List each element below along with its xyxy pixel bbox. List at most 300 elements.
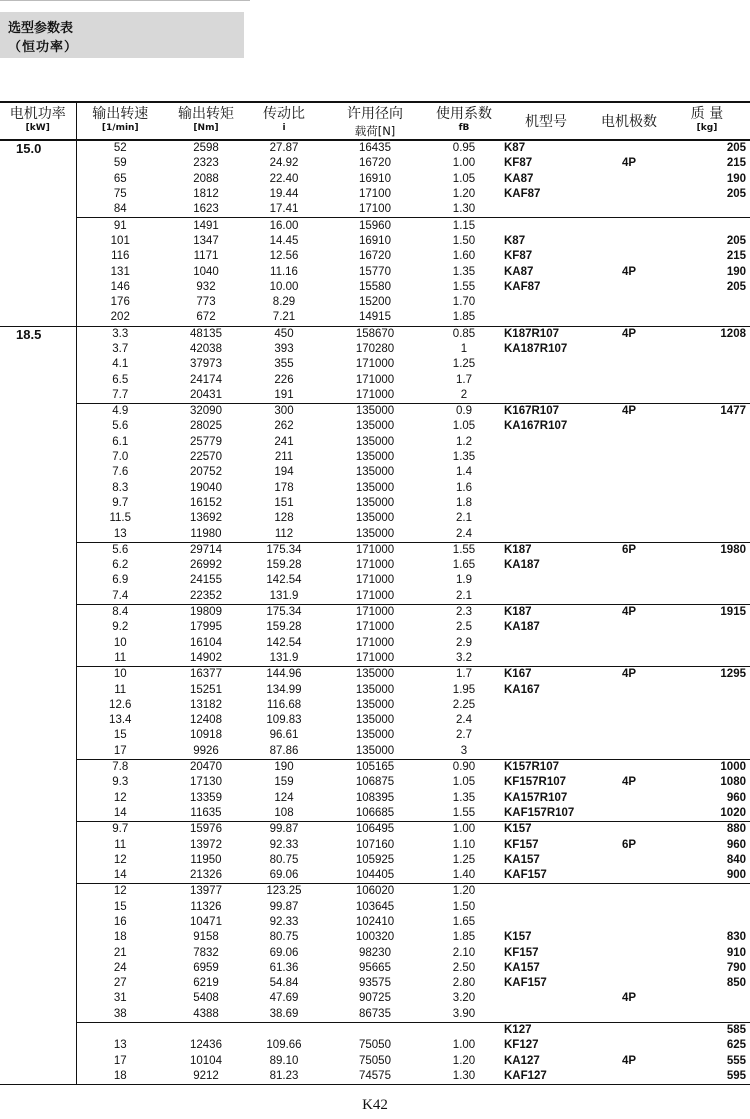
motor-poles-cell: 4P (594, 604, 664, 620)
output-speed-cell: 7.0 (112, 451, 129, 464)
output-speed-cell: 15 (113, 729, 127, 742)
output-speed-cell: 84 (113, 203, 127, 216)
model-cell (498, 713, 594, 728)
mass-cell (664, 342, 750, 357)
motor-poles-cell (594, 558, 664, 573)
service-factor-cell: 0.85 (430, 326, 498, 342)
ratio-cell: 14.45 (269, 234, 299, 247)
model-cell: KAF87 (504, 188, 541, 201)
output-speed-cell: 14 (113, 806, 127, 819)
mass-cell (664, 357, 750, 372)
ratio-cell: 22.40 (269, 172, 299, 185)
ratio-cell: 194 (274, 466, 294, 479)
col-unit-ratio: i (248, 123, 320, 140)
service-factor-cell: 1.05 (452, 776, 476, 789)
radial-load-cell: 171000 (355, 636, 395, 649)
table-row (0, 140, 750, 156)
radial-load-cell: 15580 (359, 280, 391, 293)
output-speed-cell: 6.2 (112, 559, 129, 572)
output-torque-cell: 773 (196, 296, 216, 309)
motor-poles-cell: 4P (621, 157, 637, 170)
output-speed-cell: 3.7 (112, 343, 129, 355)
radial-load-cell: 17100 (359, 203, 391, 216)
motor-poles-cell: 6P (594, 542, 664, 558)
radial-load-cell: 135000 (320, 404, 430, 420)
mass-cell (664, 295, 750, 310)
output-speed-cell: 31 (113, 992, 127, 1005)
page-title: 选型参数表 (8, 21, 74, 36)
model-cell: KF87 (504, 250, 533, 263)
table-row (0, 915, 750, 930)
output-torque-cell: 13977 (164, 884, 248, 900)
mass-cell (664, 682, 750, 697)
output-speed-cell: 10 (76, 667, 164, 683)
radial-load-cell: 135000 (320, 667, 430, 683)
ratio-cell: 96.61 (269, 729, 299, 742)
header-rule (0, 0, 250, 1)
motor-poles-cell (594, 140, 664, 156)
service-factor-cell: 1.15 (430, 218, 498, 234)
model-cell (498, 450, 594, 465)
col-header-model: 机型号 (498, 102, 594, 140)
output-speed-cell: 59 (113, 157, 127, 170)
model-cell (498, 295, 594, 310)
table-row (0, 264, 750, 279)
ratio-cell: 226 (274, 373, 294, 386)
service-factor-cell: 1.7 (456, 373, 472, 386)
output-speed-cell: 6.1 (112, 435, 129, 448)
table-row (0, 280, 750, 295)
radial-load-cell: 15770 (359, 265, 391, 278)
ratio-cell: 89.10 (269, 1054, 299, 1067)
radial-load-cell: 75050 (359, 1054, 391, 1067)
motor-poles-cell (594, 450, 664, 465)
radial-load-cell: 14915 (359, 311, 391, 324)
motor-poles-cell (594, 187, 664, 202)
table-row (0, 790, 750, 805)
mass-cell: 960 (726, 838, 746, 851)
mass-cell: 190 (726, 265, 746, 278)
table-row (0, 172, 750, 187)
model-cell: KA167R107 (504, 420, 568, 433)
mass-cell: 910 (726, 946, 746, 959)
motor-poles-cell (594, 172, 664, 187)
output-speed-cell: 18 (113, 1069, 127, 1082)
ratio-cell: 159.28 (266, 621, 302, 634)
mass-cell (664, 900, 750, 915)
radial-load-cell (320, 1022, 430, 1038)
service-factor-cell: 3.20 (452, 992, 476, 1005)
ratio-cell: 116.68 (266, 698, 302, 711)
service-factor-cell: 1.30 (452, 203, 476, 216)
mass-cell (664, 884, 750, 900)
radial-load-cell: 106875 (355, 776, 395, 789)
radial-load-cell: 106495 (320, 822, 430, 838)
mass-cell: 625 (726, 1039, 746, 1052)
table-row (0, 526, 750, 542)
output-speed-cell: 11 (114, 683, 127, 696)
model-cell: KAF157 (504, 869, 547, 882)
output-speed-cell: 12 (76, 884, 164, 900)
table-row (0, 187, 750, 202)
service-factor-cell: 1.05 (452, 172, 476, 185)
table-row (0, 496, 750, 511)
col-header-radial-load: 许用径向 (347, 106, 403, 122)
mass-cell: 1020 (720, 806, 746, 819)
mass-cell: 830 (726, 931, 746, 944)
radial-load-cell: 135000 (355, 512, 395, 525)
mass-cell: 1915 (664, 604, 750, 620)
col-unit-service-factor: fB (430, 123, 498, 140)
table-row (0, 511, 750, 526)
model-cell: KA157 (504, 961, 540, 974)
radial-load-cell: 16435 (320, 140, 430, 156)
radial-load-cell: 16720 (359, 157, 391, 170)
ratio-cell: 159.28 (266, 559, 302, 572)
output-torque-cell: 4388 (193, 1007, 219, 1020)
motor-poles-cell (594, 419, 664, 434)
radial-load-cell: 17100 (359, 188, 391, 201)
table-row (0, 465, 750, 480)
model-cell (498, 884, 594, 900)
output-speed-cell: 8.4 (76, 604, 164, 620)
ratio-cell: 134.99 (266, 683, 302, 696)
mass-cell (664, 372, 750, 387)
radial-load-cell: 135000 (355, 420, 395, 433)
ratio-cell: 142.54 (266, 574, 302, 587)
model-cell: KF157R107 (504, 776, 567, 789)
motor-poles-cell (594, 342, 664, 357)
radial-load-cell: 135000 (355, 451, 395, 464)
ratio-cell: 175.34 (248, 542, 320, 558)
radial-load-cell: 135000 (355, 744, 395, 757)
motor-poles-cell (594, 682, 664, 697)
output-speed-cell: 9.2 (112, 621, 129, 634)
radial-load-cell: 171000 (355, 621, 395, 634)
service-factor-cell: 2 (460, 388, 468, 401)
output-speed-cell: 9.7 (76, 822, 164, 838)
service-factor-cell: 1.35 (452, 265, 476, 278)
output-speed-cell: 12 (113, 791, 127, 804)
radial-load-cell: 171000 (355, 388, 395, 401)
model-cell (498, 651, 594, 667)
mass-cell (664, 589, 750, 605)
ratio-cell: 8.29 (272, 296, 296, 309)
table-row (0, 945, 750, 960)
ratio-cell: 178 (274, 481, 294, 494)
col-unit-speed: [1/min] (76, 123, 164, 140)
output-speed-cell: 10 (113, 636, 127, 649)
motor-poles-cell (594, 930, 664, 945)
radial-load-cell: 95665 (359, 961, 391, 974)
col-unit-torque: [Nm] (164, 123, 248, 140)
ratio-cell: 87.86 (269, 744, 299, 757)
service-factor-cell: 1.95 (452, 683, 476, 696)
ratio-cell: 24.92 (269, 157, 299, 170)
service-factor-cell: 2.1 (456, 589, 472, 602)
table-row (0, 961, 750, 976)
radial-load-cell: 102410 (355, 915, 395, 928)
radial-load-cell: 105165 (320, 759, 430, 775)
table-row (0, 573, 750, 588)
ratio-cell: 12.56 (269, 250, 299, 263)
ratio-cell: 54.84 (269, 977, 299, 990)
mass-cell (664, 558, 750, 573)
ratio-cell: 80.75 (269, 853, 299, 866)
output-speed-cell: 6.9 (112, 574, 129, 587)
service-factor-cell: 1.55 (452, 806, 476, 819)
table-row (0, 1007, 750, 1023)
motor-poles-cell (594, 744, 664, 760)
service-factor-cell: 1.85 (452, 931, 476, 944)
motor-poles-cell: 4P (594, 667, 664, 683)
table-row (0, 450, 750, 465)
model-cell: K87 (498, 140, 594, 156)
radial-load-cell: 15200 (359, 296, 391, 309)
radial-load-cell: 15960 (320, 218, 430, 234)
ratio-cell: 16.00 (248, 218, 320, 234)
motor-poles-cell (594, 465, 664, 480)
output-speed-cell: 9.7 (112, 496, 129, 509)
output-speed-cell: 38 (113, 1007, 127, 1020)
motor-poles-cell (594, 573, 664, 588)
mass-cell (664, 218, 750, 234)
model-cell: KAF157 (504, 977, 547, 990)
mass-cell: 1980 (664, 542, 750, 558)
output-torque-cell: 22570 (190, 451, 222, 464)
ratio-cell: 108 (274, 806, 294, 819)
service-factor-cell: 2.5 (456, 621, 472, 634)
motor-poles-cell (594, 310, 664, 326)
output-speed-cell: 8.3 (112, 481, 129, 494)
ratio-cell: 17.41 (269, 203, 299, 216)
mass-cell: 205 (726, 280, 746, 293)
ratio-cell: 123.25 (248, 884, 320, 900)
motor-poles-cell (594, 853, 664, 868)
output-torque-cell: 1347 (193, 234, 219, 247)
output-torque-cell: 14902 (190, 651, 222, 664)
radial-load-cell: 90725 (359, 992, 391, 1005)
radial-load-cell: 135000 (355, 481, 395, 494)
table-row (0, 202, 750, 218)
table-row (0, 728, 750, 743)
model-cell: K157 (504, 931, 532, 944)
model-cell: K157 (498, 822, 594, 838)
output-torque-cell: 11950 (190, 853, 222, 866)
selection-table-wrapper (0, 101, 750, 1082)
model-cell (498, 388, 594, 404)
mass-cell (664, 435, 750, 450)
motor-poles-cell: 4P (621, 265, 637, 278)
radial-load-cell: 170280 (355, 343, 395, 355)
mass-cell: 1477 (664, 404, 750, 420)
radial-load-cell: 105925 (355, 853, 395, 866)
table-row (0, 868, 750, 884)
model-cell: KA187 (504, 559, 540, 572)
output-torque-cell: 9158 (193, 931, 219, 944)
ratio-cell: 69.06 (269, 946, 299, 959)
col-header-mass: 质 量 (690, 106, 724, 122)
output-torque-cell: 16104 (190, 636, 222, 649)
output-speed-cell: 3.3 (76, 326, 164, 342)
table-row (0, 884, 750, 900)
output-torque-cell: 32090 (164, 404, 248, 420)
mass-cell: 880 (664, 822, 750, 838)
service-factor-cell: 2.10 (452, 946, 476, 959)
motor-poles-cell (594, 636, 664, 651)
radial-load-cell: 171000 (355, 373, 395, 386)
motor-poles-cell (594, 357, 664, 372)
service-factor-cell: 2.9 (456, 636, 472, 649)
model-cell (498, 744, 594, 760)
model-cell: KA87 (504, 265, 534, 278)
output-speed-cell: 15 (113, 900, 127, 913)
ratio-cell: 142.54 (266, 636, 302, 649)
output-speed-cell: 11.5 (109, 512, 132, 525)
ratio-cell: 38.69 (269, 1007, 299, 1020)
ratio-cell: 47.69 (269, 992, 299, 1005)
output-speed-cell: 131 (110, 265, 130, 278)
output-torque-cell: 16377 (164, 667, 248, 683)
radial-load-cell: 135000 (355, 527, 395, 540)
motor-poles-cell: 4P (621, 992, 637, 1005)
output-torque-cell: 1171 (193, 250, 219, 263)
table-row (0, 651, 750, 667)
motor-poles-cell (594, 759, 664, 775)
service-factor-cell: 3 (460, 744, 468, 757)
ratio-cell: 450 (248, 326, 320, 342)
service-factor-cell: 1.4 (456, 466, 472, 479)
model-cell: KA187R107 (504, 343, 568, 355)
radial-load-cell: 171000 (355, 358, 395, 371)
motor-poles-cell (594, 234, 664, 249)
ratio-cell: 99.87 (248, 822, 320, 838)
service-factor-cell: 1.9 (456, 574, 472, 587)
service-factor-cell: 1.6 (456, 481, 472, 494)
table-row (0, 1022, 750, 1038)
motor-poles-cell (594, 589, 664, 605)
table-row (0, 636, 750, 651)
model-cell (498, 435, 594, 450)
ratio-cell: 7.21 (272, 311, 296, 324)
motor-poles-cell (594, 526, 664, 542)
ratio-cell: 109.83 (266, 714, 302, 727)
table-row (0, 372, 750, 387)
output-torque-cell: 1491 (164, 218, 248, 234)
mass-cell (664, 511, 750, 526)
model-cell (498, 526, 594, 542)
motor-poles-cell (594, 728, 664, 743)
motor-poles-cell (594, 976, 664, 991)
radial-load-cell: 135000 (355, 698, 395, 711)
ratio-cell: 131.9 (269, 589, 299, 602)
output-speed-cell: 12 (113, 853, 127, 866)
output-torque-cell: 6219 (193, 977, 219, 990)
ratio-cell: 99.87 (269, 900, 299, 913)
radial-load-cell: 158670 (320, 326, 430, 342)
ratio-cell: 131.9 (269, 651, 299, 664)
output-speed-cell: 202 (110, 311, 130, 324)
model-cell (498, 900, 594, 915)
table-row (0, 589, 750, 605)
output-speed-cell: 17 (113, 1054, 127, 1067)
radial-load-cell: 93575 (359, 977, 391, 990)
table-row (0, 326, 750, 342)
service-factor-cell: 0.95 (430, 140, 498, 156)
output-speed-cell: 27 (113, 977, 127, 990)
model-cell: KA157R107 (504, 791, 568, 804)
radial-load-cell: 135000 (355, 466, 395, 479)
model-cell: KA167 (504, 683, 540, 696)
model-cell: KA87 (504, 172, 534, 185)
radial-load-cell: 135000 (355, 496, 395, 509)
output-torque-cell: 11980 (190, 527, 222, 540)
mass-cell (664, 496, 750, 511)
radial-load-cell: 108395 (355, 791, 395, 804)
motor-poles-cell (594, 202, 664, 218)
table-row (0, 759, 750, 775)
service-factor-cell: 1.60 (452, 250, 476, 263)
motor-poles-cell (594, 651, 664, 667)
ratio-cell: 81.23 (269, 1069, 299, 1082)
table-row (0, 744, 750, 760)
service-factor-cell: 2.3 (430, 604, 498, 620)
motor-poles-cell (594, 961, 664, 976)
model-cell (498, 511, 594, 526)
mass-cell: 1295 (664, 667, 750, 683)
ratio-cell: 61.36 (269, 961, 299, 974)
output-torque-cell: 10918 (190, 729, 222, 742)
table-row (0, 342, 750, 357)
model-cell (498, 218, 594, 234)
output-torque-cell: 9212 (193, 1069, 219, 1082)
motor-poles-cell (594, 806, 664, 822)
motor-poles-cell (594, 481, 664, 496)
table-row (0, 435, 750, 450)
mass-cell: 790 (726, 961, 746, 974)
output-speed-cell: 146 (110, 280, 130, 293)
output-speed-cell: 16 (113, 915, 127, 928)
motor-poles-cell (594, 790, 664, 805)
motor-poles-cell (594, 868, 664, 884)
output-speed-cell: 5.6 (112, 420, 129, 433)
service-factor-cell: 2.4 (456, 527, 472, 540)
output-torque-cell: 19040 (190, 481, 222, 494)
model-cell: K167R107 (498, 404, 594, 420)
table-row (0, 976, 750, 991)
output-torque-cell: 48135 (164, 326, 248, 342)
model-cell (498, 1007, 594, 1023)
table-body (0, 140, 750, 1085)
output-torque-cell: 10104 (190, 1054, 222, 1067)
table-row (0, 357, 750, 372)
model-cell (498, 202, 594, 218)
motor-power-cell: 18.5 (0, 326, 76, 1085)
model-cell (498, 465, 594, 480)
model-cell: K187R107 (498, 326, 594, 342)
col-header-torque: 输出转矩 (178, 106, 234, 122)
page-number: K42 (362, 1097, 388, 1113)
model-cell (498, 481, 594, 496)
ratio-cell: 10.00 (269, 280, 299, 293)
radial-load-cell: 103645 (355, 900, 395, 913)
col-header-poles: 电机极数 (594, 102, 664, 140)
motor-poles-cell (594, 249, 664, 264)
motor-poles-cell: 4P (621, 1054, 637, 1067)
mass-cell: 840 (726, 853, 746, 866)
table-row (0, 1054, 750, 1069)
mass-cell: 595 (726, 1069, 746, 1082)
